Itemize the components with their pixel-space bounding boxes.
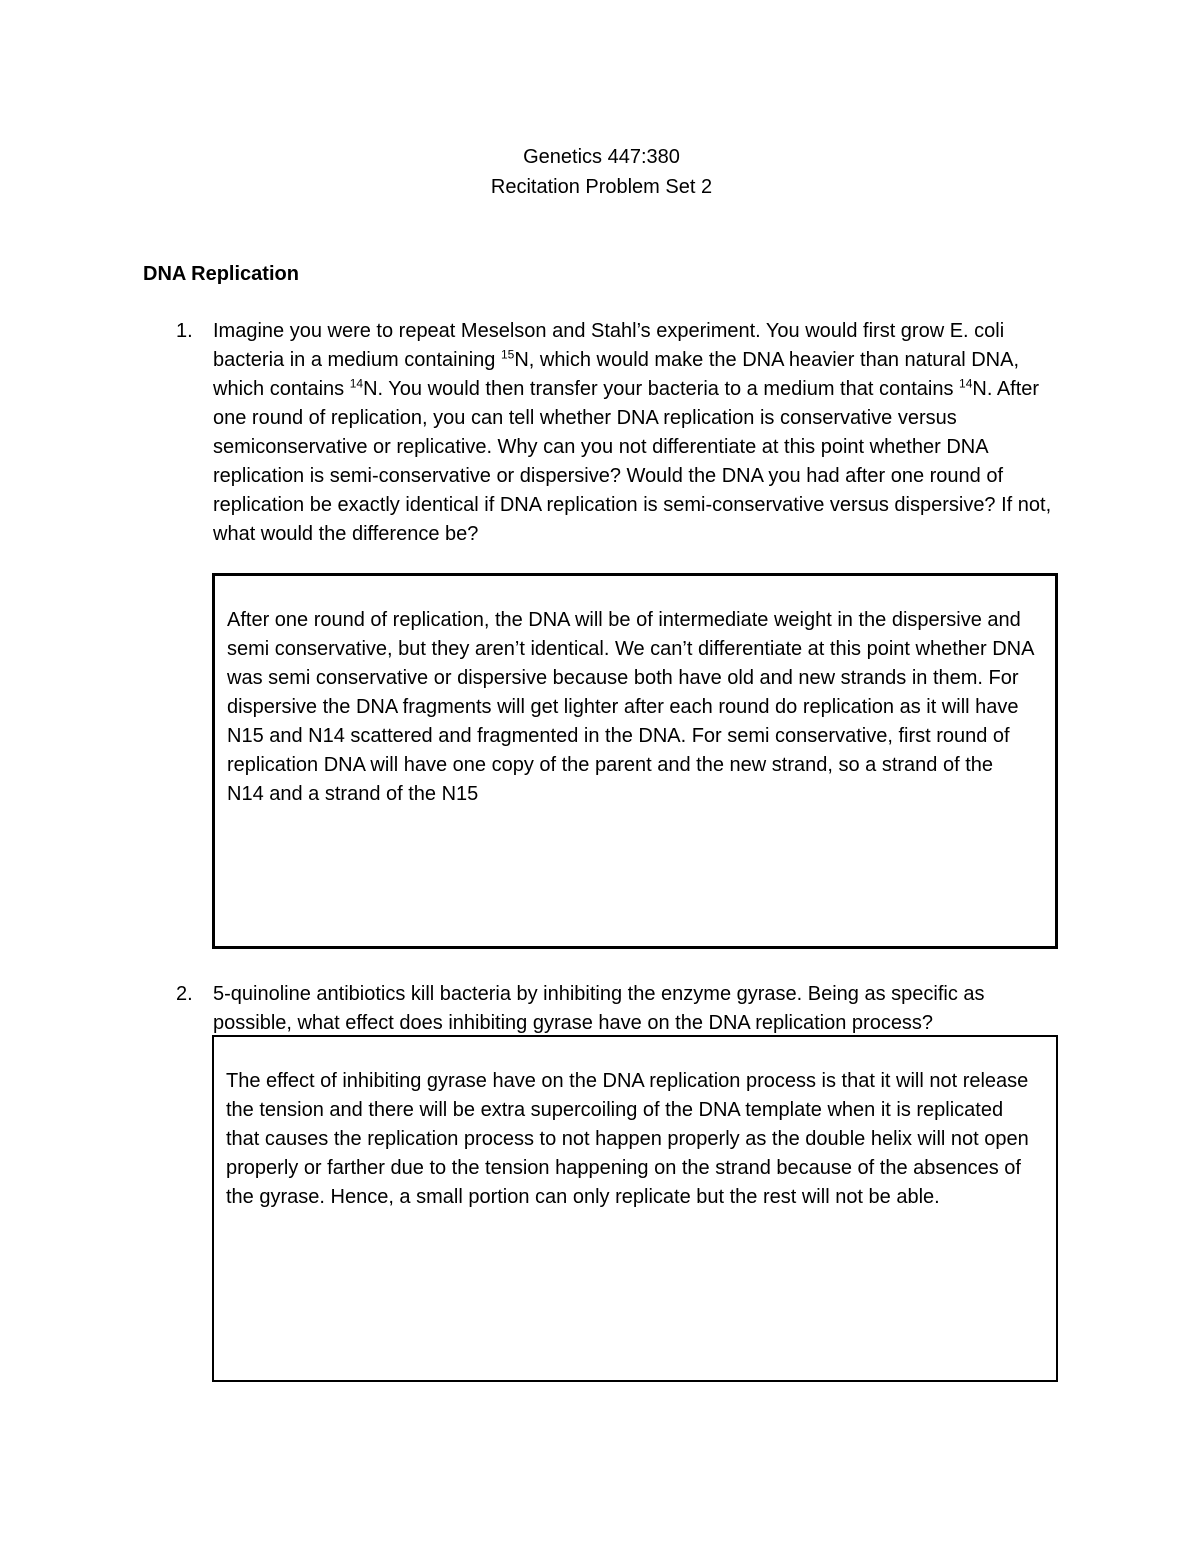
answer-text: After one round of replication, the DNA will be of intermediate weight in the dispersive and semi conservative, but they aren’t identical. We can’t differentiate at this point whether DNA was semi conservative or dispersive because both have old and new strands in them. For dispersive the DNA fragments will get lighter after each round do replication as it will have N15 and N14 scattered and fragmented in the DNA. For semi conservative, first round of replication DNA will have one copy of the parent and the new strand, so a strand of the N14 and a strand of the N15 <box>227 609 1034 805</box>
isotope-superscript: 14 <box>349 376 364 391</box>
question-text-part: N, which would make the DNA heavier than natural DNA, which contains <box>213 349 1019 400</box>
question-text <box>213 317 1068 549</box>
section-heading: DNA Replication <box>143 263 299 285</box>
problem-set-subtitle: Recitation Problem Set 2 <box>490 176 713 198</box>
question-1 <box>143 317 1073 552</box>
question-number: 2. <box>176 983 193 1005</box>
answer-box-1[interactable] <box>212 573 1058 949</box>
isotope-superscript: 15 <box>500 347 515 362</box>
isotope-superscript: 14 <box>959 376 973 391</box>
answer-box-2[interactable] <box>212 1035 1058 1382</box>
question-text-part: N. You would then transfer your bacteria to a medium that contains <box>363 378 960 400</box>
question-number: 1. <box>176 320 193 342</box>
question-text-part: N. After one round of replication, you can tell whether DNA replication is conservative versus semiconservative or replicative. Why can you not differentiate at this point whether DNA replication is semi-conservative or dispersive? Would the DNA you had after one round of replication be exactly identical if DNA replication is semi-conservative versus dispersive? If not, what would the difference be? <box>213 378 1052 545</box>
answer-text: The effect of inhibiting gyrase have on the DNA replication process is that it will not release the tension and there will be extra supercoiling of the DNA template when it is replicated that causes the replication process to not happen properly as the double helix will not open properly or farther due to the tension happening on the strand because of the absences of the gyrase. Hence, a small portion can only replicate but the rest will not be able. <box>226 1070 1029 1208</box>
question-text: 5-quinoline antibiotics kill bacteria by inhibiting the enzyme gyrase. Being as specific as possible, what effect does inhibiting gyrase have on the DNA replication process? <box>213 983 985 1034</box>
course-title: Genetics 447:380 <box>523 146 680 168</box>
title-block <box>0 142 1200 202</box>
question-text-part: Imagine you were to repeat Meselson and Stahl’s experiment. You would first grow E. coli bacteria in a medium containing <box>213 320 1005 371</box>
question-2 <box>143 980 1073 1040</box>
